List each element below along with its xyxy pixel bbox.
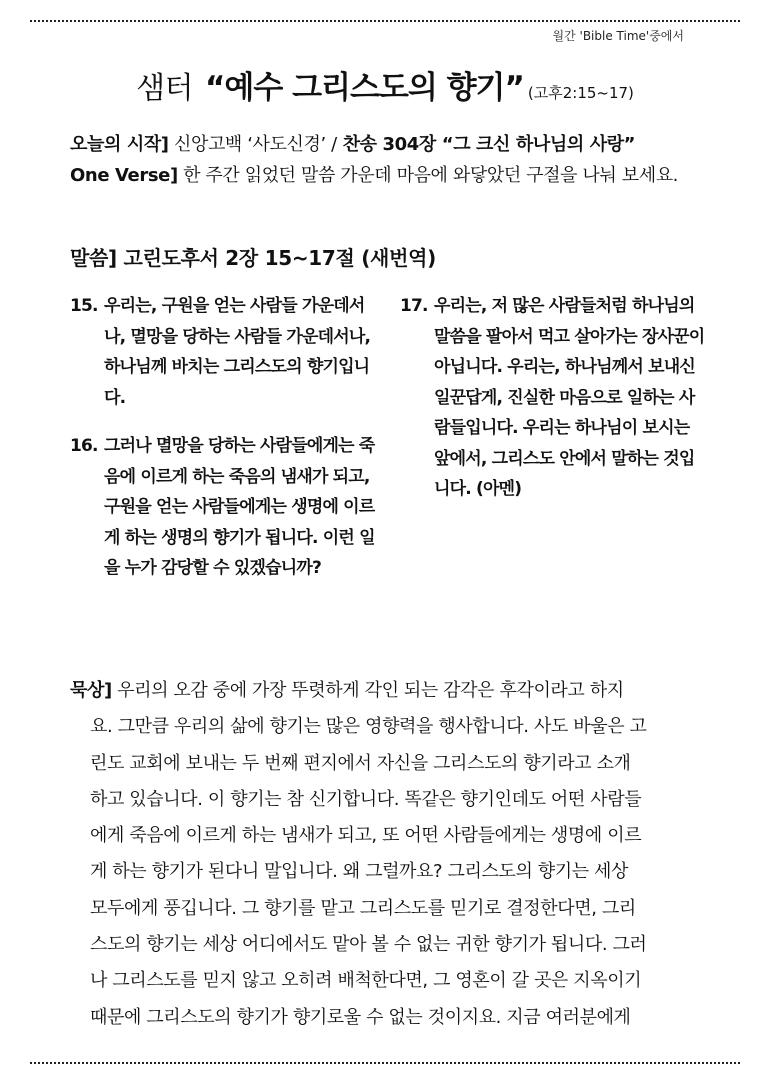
title-main: “예수 그리스도의 향기” [205,70,524,106]
top-divider [30,20,740,22]
one-verse-line [70,161,678,187]
opening-creed: 신앙고백 ‘사도신경’ / [168,134,337,155]
meditation-section [70,673,710,1036]
meditation-line: 스도의 향기는 세상 어디에서도 맡아 볼 수 없는 귀한 향기가 됩니다. 그러 [90,934,647,956]
one-verse-text: 한 주간 읽었던 말씀 가운데 마음에 와닿았던 구절을 나눠 보세요. [177,165,679,186]
verse-text: 그러나 멸망을 당하는 사람들에게는 죽음에 이르게 하는 죽음의 냄새가 되고, 구원을 얻는 사람들에게는 생명에 이르게 하는 생명의 향기가 됩니다. 이런 일을 누가 감당할 수 있겠습니까? [104,436,375,578]
one-verse-label: One Verse] [70,165,178,186]
meditation-line: 에게 죽음에 이르게 하는 냄새가 되고, 또 어떤 사람들에게는 생명에 이르 [90,825,642,847]
meditation-line: 때문에 그리스도의 향기가 향기로울 수 없는 것이지요. 지금 여러분에게 [90,1006,631,1028]
verse-15 [70,291,376,413]
verse-17 [400,291,706,505]
title-section-name: 샘터 [136,71,194,106]
meditation-line: 요. 그만큼 우리의 삶에 향기는 많은 영향력을 행사합니다. 사도 바울은 고 [90,716,647,738]
opening-hymn: 찬송 304장 “그 크신 하나님의 사랑” [336,134,636,155]
verse-number: 17. [400,296,428,316]
page-title [0,62,770,107]
meditation-line: 하고 있습니다. 이 향기는 참 신기합니다. 똑같은 향기인데도 어떤 사람들 [90,788,642,810]
verse-number: 15. [70,296,98,316]
meditation-line: 게 하는 향기가 된다니 말입니다. 왜 그럴까요? 그리스도의 향기는 세상 [90,861,629,883]
opening-line [70,130,635,156]
opening-label: 오늘의 시작] [70,134,169,155]
meditation-line: 린도 교회에 보내는 두 번째 편지에서 자신을 그리스도의 향기라고 소개 [90,752,631,774]
meditation-line: 모두에게 풍깁니다. 그 향기를 맡고 그리스도를 믿기로 결정한다면, 그리 [90,897,636,919]
verse-text: 우리는, 저 많은 사람들처럼 하나님의 말씀을 팔아서 먹고 살아가는 장사꾼이 아닙니다. 우리는, 하나님께서 보내신 일꾼답게, 진실한 마음으로 일하는 사람들입니다. 우리는 하나님이 보시는 앞에서, 그리스도 안에서 말하는 것입니다. (아멘) [434,296,705,499]
bottom-divider [30,1062,740,1064]
meditation-label: 묵상] [70,680,112,701]
source-note: 월간 'Bible Time'중에서 [552,29,684,43]
meditation-line: 나 그리스도를 믿지 않고 오히려 배척한다면, 그 영혼이 갈 곳은 지옥이기 [90,970,642,992]
verse-number: 16. [70,436,98,456]
scripture-heading: 말씀] 고린도후서 2장 15~17절 (새번역) [70,246,436,270]
verse-text: 우리는, 구원을 얻는 사람들 가운데서나, 멸망을 당하는 사람들 가운데서나, 하나님께 바치는 그리스도의 향기입니다. [104,296,371,408]
verse-16 [70,431,376,584]
meditation-line: 묵상] 우리의 오감 중에 가장 뚜렷하게 각인 되는 감각은 후각이라고 하지 [70,680,624,701]
title-reference: (고후2:15~17) [527,84,634,102]
